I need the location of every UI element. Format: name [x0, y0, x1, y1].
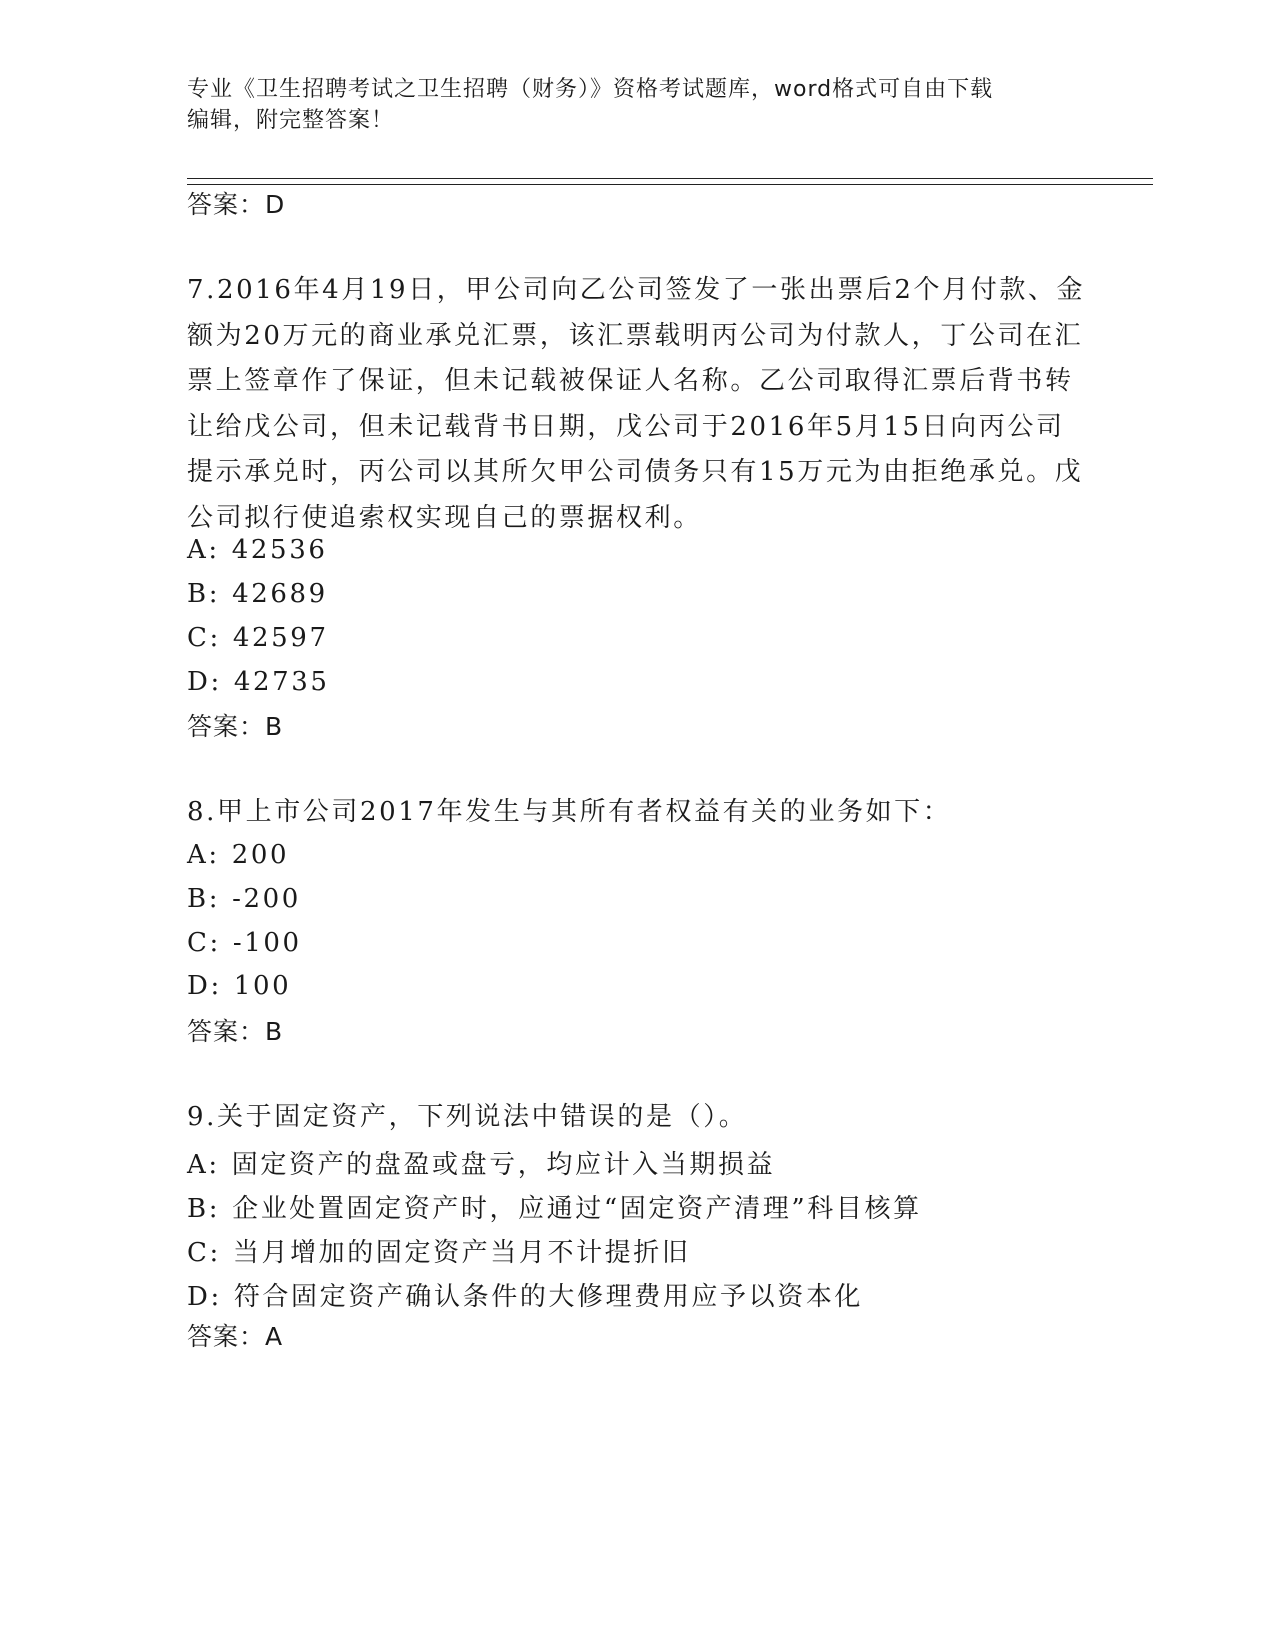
option-letter: D	[187, 1282, 211, 1312]
option-separator: :	[210, 1282, 222, 1312]
option-text: 符合固定资产确认条件的大修理费用应予以资本化	[233, 1282, 864, 1312]
q7-option-b	[187, 579, 328, 609]
option-text: 42735	[233, 667, 330, 697]
q9-answer: 答案：A	[187, 1322, 284, 1351]
option-separator: :	[209, 1238, 221, 1268]
document-header	[187, 74, 1067, 136]
q7-answer: 答案：B	[187, 712, 284, 741]
option-text: 200	[231, 840, 290, 870]
option-separator: :	[208, 535, 220, 565]
option-text: 100	[233, 971, 292, 1001]
option-letter: A	[187, 1150, 209, 1180]
q9-option-b	[187, 1188, 922, 1225]
option-text: 42597	[232, 623, 329, 653]
q9-option-c	[187, 1232, 690, 1269]
q8-option-b	[187, 884, 301, 914]
header-divider-top	[187, 178, 1153, 179]
q9-option-d	[187, 1276, 863, 1313]
option-separator: :	[209, 623, 221, 653]
option-letter: A	[187, 535, 209, 565]
q8-answer: 答案：B	[187, 1017, 284, 1046]
option-letter: A	[187, 840, 209, 870]
option-separator: :	[209, 928, 221, 958]
option-separator: :	[208, 1150, 220, 1180]
option-separator: :	[208, 884, 221, 914]
q9-option-a	[187, 1144, 775, 1181]
header-line-2: 编辑，附完整答案！	[187, 108, 395, 133]
option-text: 当月增加的固定资产当月不计提折旧	[232, 1238, 691, 1268]
question-7-text: 7.2016年4月19日，甲公司向乙公司签发了一张出票后2个月付款、金额为20万元的商业承兑汇票，该汇票载明丙公司为付款人，丁公司在汇票上签章作了保证，但未记载被保证人名称。乙公司取得汇票后背书转让给戊公司，但未记载背书日期，戊公司于2016年5月15日向丙公司提示承兑时，丙公司以其所欠甲公司债务只有15万元为由拒绝承兑。戊公司拟行使追索权实现自己的票据权利。	[187, 275, 1086, 533]
option-text: -200	[232, 884, 301, 914]
option-text: 42536	[231, 535, 328, 565]
option-separator: :	[210, 667, 222, 697]
option-letter: C	[187, 928, 210, 958]
question-9-text: 9.关于固定资产，下列说法中错误的是（）。	[187, 1102, 748, 1132]
q8-option-d	[187, 971, 291, 1001]
option-letter: C	[187, 623, 210, 653]
option-separator: :	[210, 971, 222, 1001]
q7-option-a	[187, 535, 327, 565]
option-text: 企业处置固定资产时，应通过“固定资产清理”科目核算	[232, 1194, 922, 1224]
header-line-1: 专业《卫生招聘考试之卫生招聘（财务）》资格考试题库，word格式可自由下载	[187, 77, 994, 102]
option-letter: C	[187, 1238, 210, 1268]
q7-option-c	[187, 623, 329, 653]
option-separator: :	[208, 1194, 221, 1224]
option-letter: D	[187, 667, 211, 697]
answer-previous: 答案：D	[187, 190, 286, 219]
option-separator: :	[208, 840, 220, 870]
option-text: 42689	[232, 579, 328, 609]
q8-option-c	[187, 928, 302, 958]
option-letter: B	[187, 1194, 209, 1224]
option-separator: :	[208, 579, 221, 609]
q7-option-d	[187, 667, 330, 697]
option-text: -100	[232, 928, 302, 958]
header-divider-bottom	[187, 184, 1153, 185]
q8-option-a	[187, 840, 289, 870]
option-letter: B	[187, 884, 209, 914]
option-letter: D	[187, 971, 211, 1001]
option-text: 固定资产的盘盈或盘亏，均应计入当期损益	[231, 1150, 776, 1180]
option-letter: B	[187, 579, 209, 609]
question-8-text: 8.甲上市公司2017年发生与其所有者权益有关的业务如下：	[187, 797, 952, 827]
